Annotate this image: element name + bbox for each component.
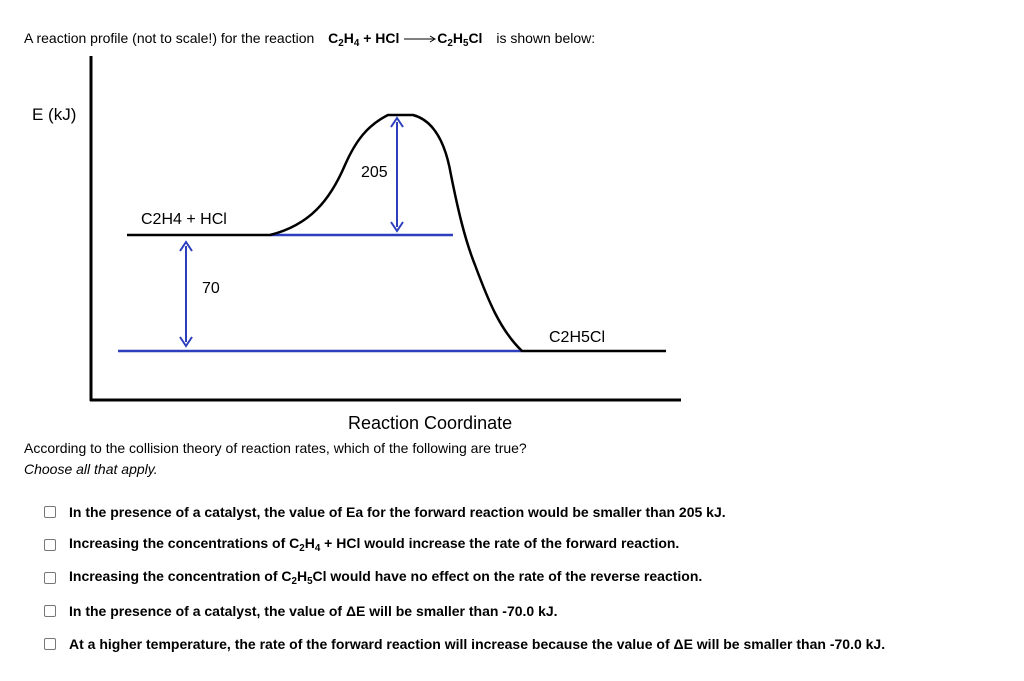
formula-subscript: 4 [353,37,360,49]
answer-option-3[interactable] [44,561,885,594]
answer-checkbox[interactable] [44,605,56,617]
answer-option-label: In the presence of a catalyst, the value of Ea for the forward reaction would be smaller than 205 kJ. [69,503,726,520]
delta-e-label: 70 [202,280,220,297]
product-label: C2H5Cl [549,329,606,346]
answer-option-4[interactable] [44,594,885,627]
answer-checkbox[interactable] [44,572,56,584]
question-text: According to the collision theory of reaction rates, which of the following are true? [24,440,527,456]
formula-part: C [328,30,339,46]
formula-part: H [452,30,463,46]
y-axis-label: E (kJ) [32,105,77,124]
formula-subscript: 2 [447,37,453,49]
answer-option-1[interactable] [44,495,885,528]
formula-subscript: 2 [299,542,305,554]
answer-option-label [69,535,679,554]
formula-subscript: 2 [291,575,297,587]
delta-e-arrow-icon [180,242,192,346]
question-instruction: Choose all that apply. [24,461,158,477]
formula-subscript: 5 [307,575,313,587]
formula-subscript: 2 [338,37,344,49]
option-text-part: Cl would have no effect on the rate of the reverse reaction. [312,568,703,585]
x-axis-label: Reaction Coordinate [348,413,513,433]
answer-option-label: At a higher temperature, the rate of the forward reaction will increase because the value of ΔE will be smaller than -70.0 kJ. [69,635,886,652]
reactants-label: C2H4 + HCl [141,211,227,228]
option-text-part: H [296,568,308,585]
option-text-part: Increasing the concentrations of C [69,535,300,552]
answer-checkbox[interactable] [44,539,56,551]
formula-part: Cl [468,30,483,46]
answer-checkbox[interactable] [44,506,56,518]
option-text-part: H [304,535,315,552]
answer-option-label [69,568,702,587]
option-text-part: + HCl would increase the rate of the forward reaction. [320,535,680,552]
answer-option-5[interactable] [44,627,885,660]
option-text-part: Increasing the concentration of C [69,568,292,585]
formula-subscript: 5 [462,37,469,49]
formula-plus: + HCl [359,30,404,46]
answer-option-label: In the presence of a catalyst, the value of ΔE will be smaller than -70.0 kJ. [69,602,558,619]
activation-energy-arrow-icon [391,118,403,231]
formula-part: C [437,30,448,46]
intro-suffix: is shown below: [496,30,596,46]
formula-subscript: 4 [314,542,321,554]
answer-checkbox[interactable] [44,638,56,650]
answer-options-list [44,495,885,660]
intro-text: A reaction profile (not to scale!) for the reaction [24,30,315,46]
activation-energy-label: 205 [361,164,388,181]
answer-option-2[interactable] [44,528,885,561]
formula-part: H [343,30,354,46]
